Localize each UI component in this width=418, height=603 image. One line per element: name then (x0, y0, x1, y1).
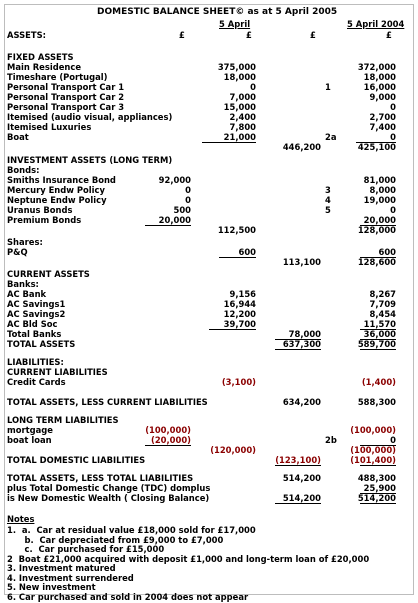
row-value-c1: (100,000) (145, 425, 191, 435)
row-value-c5: 0 (390, 205, 396, 215)
note-item: 5. New investment (7, 582, 96, 592)
row-value-c5: 8,454 (369, 309, 396, 319)
note-item: 6. Car purchased and sold in 2004 does not appear (7, 591, 249, 602)
row-label: mortgage (7, 425, 53, 435)
row-value-c2: 9,156 (229, 289, 256, 299)
currency-col-3: £ (310, 30, 316, 40)
row-value-c2: 2,400 (229, 112, 256, 122)
row-value-c2: 18,000 (223, 72, 256, 82)
row-value-c5: 19,000 (363, 195, 396, 205)
row-value-c3: 514,200 (282, 473, 321, 483)
row-value-c2: 112,500 (217, 225, 256, 235)
row-label: LONG TERM LIABILITIES (7, 415, 119, 425)
row-value-c3: 637,300 (282, 339, 321, 349)
note-ref: 2a (325, 132, 337, 142)
row-value-c3: (123,100) (275, 455, 321, 465)
note-ref: 2b (325, 435, 337, 445)
row-label: Itemised Luxuries (7, 122, 92, 132)
note-ref: 3 (325, 185, 331, 195)
row-label: Itemised (audio visual, appliances) (7, 112, 173, 122)
row-value-c2: 12,200 (223, 309, 256, 319)
row-label: Banks: (7, 279, 39, 289)
row-value-c5: 9,000 (369, 92, 396, 102)
row-label: TOTAL ASSETS, LESS CURRENT LIABILITIES (7, 397, 208, 407)
note-item: b. Car depreciated from £9,000 to £7,000 (7, 534, 224, 545)
row-label: Mercury Endw Policy (7, 185, 105, 195)
row-value-c5: 372,000 (357, 62, 396, 72)
note-item: 2 Boat £21,000 acquired with deposit £1,000 and long-term loan of £20,000 (7, 553, 370, 564)
rule-line (360, 257, 396, 258)
row-value-c1: (20,000) (151, 435, 191, 445)
row-value-c2: 7,000 (229, 92, 256, 102)
row-value-c5: 11,570 (363, 319, 396, 329)
row-value-c5: 16,000 (363, 82, 396, 92)
rule-line (360, 339, 396, 340)
rule-line (275, 465, 321, 466)
row-value-c5: 7,400 (369, 122, 396, 132)
note-item: 4. Investment surrendered (7, 572, 134, 583)
row-value-c2: 15,000 (223, 102, 256, 112)
row-value-c5: 128,000 (357, 225, 396, 235)
row-value-c5: 2,700 (369, 112, 396, 122)
row-value-c2: 21,000 (223, 132, 256, 142)
rule-line (275, 349, 321, 350)
row-label: Neptune Endw Policy (7, 195, 107, 205)
row-label: Personal Transport Car 1 (7, 82, 125, 92)
rule-line (360, 349, 396, 350)
row-value-c5: 8,267 (369, 289, 396, 299)
note-item: 3. Investment matured (7, 563, 116, 573)
rule-line (275, 339, 321, 340)
sheet-title: DOMESTIC BALANCE SHEET© as at 5 April 2005 (97, 7, 338, 17)
row-value-c1: 20,000 (158, 215, 191, 225)
row-label: CURRENT ASSETS (7, 269, 90, 279)
row-label: TOTAL ASSETS (7, 339, 76, 349)
row-value-c5: (1,400) (361, 377, 396, 387)
row-value-c2: 600 (238, 247, 256, 257)
row-value-c5: 18,000 (363, 72, 396, 82)
currency-col-2: £ (246, 30, 252, 40)
balance-sheet (4, 4, 414, 602)
row-value-c5: 488,300 (357, 473, 396, 483)
row-value-c5: 8,000 (369, 185, 396, 195)
rule-line (360, 493, 396, 494)
row-label: Timeshare (Portugal) (7, 72, 108, 82)
rule-line (219, 257, 256, 258)
row-label: Personal Transport Car 2 (7, 92, 125, 102)
row-value-c3: 78,000 (288, 329, 321, 339)
row-value-c3: 113,100 (282, 257, 321, 267)
row-label: AC Bld Soc (7, 319, 58, 329)
row-value-c5: (101,400) (350, 455, 396, 465)
row-label: INVESTMENT ASSETS (LONG TERM) (7, 155, 173, 165)
row-label: Total Banks (7, 329, 62, 339)
row-value-c5: 128,600 (357, 257, 396, 267)
row-value-c5: 514,200 (357, 493, 396, 503)
rule-line (145, 225, 191, 226)
row-value-c2: 39,700 (223, 319, 256, 329)
row-value-c5: (100,000) (350, 445, 396, 455)
row-label: CURRENT LIABILITIES (7, 367, 108, 377)
rule-line (145, 445, 191, 446)
note-item: 1. a. Car at residual value £18,000 sold for £17,000 (7, 525, 256, 535)
row-label: Uranus Bonds (7, 205, 73, 215)
period-2005-header: 5 April (219, 19, 251, 29)
row-value-c5: 36,000 (363, 329, 396, 339)
rule-line (202, 142, 256, 143)
row-value-c1: 0 (185, 195, 191, 205)
rule-line (360, 465, 396, 466)
row-label: Premium Bonds (7, 215, 82, 225)
currency-col-1: £ (179, 30, 185, 40)
row-label: TOTAL DOMESTIC LIABILITIES (7, 455, 146, 465)
row-value-c2: 375,000 (217, 62, 256, 72)
row-label: Credit Cards (7, 377, 66, 387)
row-label: P&Q (7, 247, 28, 257)
row-value-c5: 600 (378, 247, 396, 257)
row-value-c5: 0 (390, 132, 396, 142)
row-value-c5: 25,900 (363, 483, 396, 493)
row-value-c5: 425,100 (357, 142, 396, 152)
row-label: plus Total Domestic Change (TDC) domplus (7, 483, 211, 493)
row-value-c2: (120,000) (210, 445, 256, 455)
row-label: AC Savings2 (7, 309, 66, 319)
row-label: Bonds: (7, 165, 40, 175)
row-value-c1: 0 (185, 185, 191, 195)
note-ref: 1 (325, 82, 331, 92)
rule-line (360, 329, 396, 330)
row-value-c5: 7,709 (369, 299, 396, 309)
row-label: Boat (7, 132, 29, 142)
row-label: is New Domestic Wealth ( Closing Balance) (7, 493, 210, 503)
row-value-c1: 500 (173, 205, 191, 215)
row-value-c5: 589,700 (357, 339, 396, 349)
row-value-c3: 634,200 (282, 397, 321, 407)
row-value-c2: 0 (250, 82, 256, 92)
note-ref: 5 (325, 205, 331, 215)
row-value-c3: 446,200 (282, 142, 321, 152)
row-value-c5: (100,000) (350, 425, 396, 435)
assets-heading: ASSETS: (7, 30, 46, 40)
rule-line (360, 225, 396, 226)
row-label: AC Bank (7, 289, 47, 299)
notes-heading: Notes (7, 514, 35, 524)
row-value-c5: 588,300 (357, 397, 396, 407)
row-value-c5: 20,000 (363, 215, 396, 225)
row-value-c3: 514,200 (282, 493, 321, 503)
rule-line (275, 503, 321, 504)
row-label: AC Savings1 (7, 299, 66, 309)
row-label: TOTAL ASSETS, LESS TOTAL LIABILITIES (7, 473, 194, 483)
row-label: FIXED ASSETS (7, 52, 74, 62)
row-label: Personal Transport Car 3 (7, 102, 125, 112)
row-value-c2: 7,800 (229, 122, 256, 132)
row-value-c2: 16,944 (223, 299, 256, 309)
note-ref: 4 (325, 195, 331, 205)
period-2004-header: 5 April 2004 (347, 19, 405, 29)
row-value-c5: 0 (390, 102, 396, 112)
row-label: Shares: (7, 237, 43, 247)
row-label: Main Residence (7, 62, 82, 72)
rule-line (209, 329, 256, 330)
note-item: c. Car purchased for £15,000 (7, 544, 165, 554)
row-value-c5: 81,000 (363, 175, 396, 185)
row-value-c2: (3,100) (221, 377, 256, 387)
row-value-c5: 0 (390, 435, 396, 445)
row-value-c1: 92,000 (158, 175, 191, 185)
row-label: Smiths Insurance Bond (7, 175, 116, 185)
rule-line (360, 503, 396, 504)
rule-line (356, 142, 396, 143)
row-label: boat loan (7, 435, 52, 445)
row-label: LIABILITIES: (7, 357, 64, 367)
rule-line (360, 445, 396, 446)
currency-col-2004: £ (386, 30, 392, 40)
